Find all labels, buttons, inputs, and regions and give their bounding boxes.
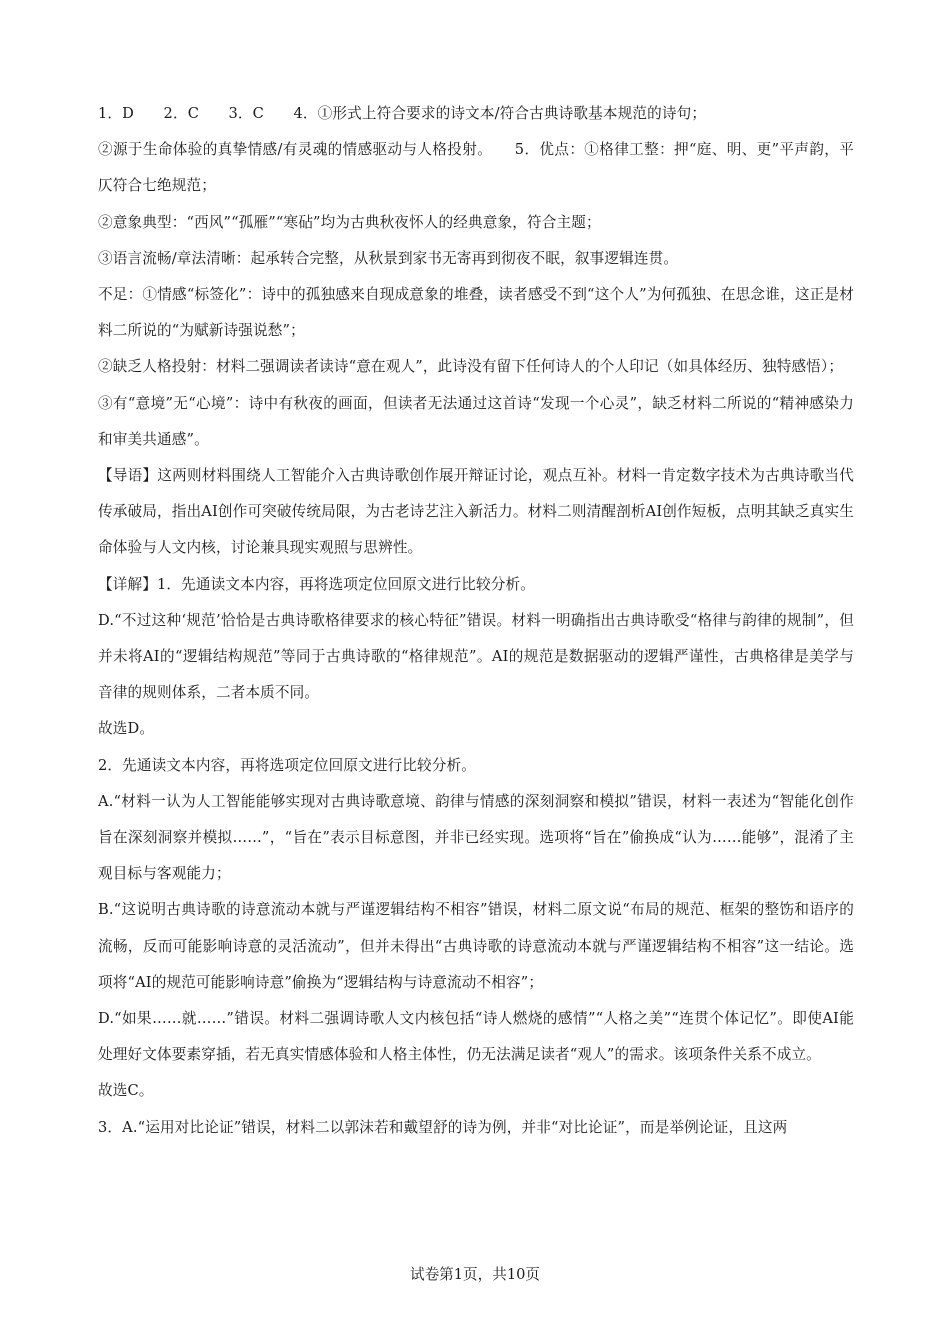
detail-q3-option-a: 3．A.“运用对比论证”错误，材料二以郭沫若和戴望舒的诗为例，并非“对比论证”，而是举例论证，且这两 — [98, 1118, 788, 1136]
detail-q2-heading: 2．先通读文本内容，再将选项定位回原文进行比较分析。 — [98, 756, 477, 774]
strength-imagery: ②意象典型：“西风”“孤雁”“寒砧”均为古典秋夜怀人的经典意象，符合主题； — [98, 213, 601, 231]
strength-language: ③语言流畅/章法清晰：起承转合完整，从秋景到家书无寄再到彻夜不眠，叙事逻辑连贯。 — [98, 249, 679, 267]
detail-q1-option-d: D.“不过这种‘规范’恰恰是古典诗歌格律要求的核心特征”错误。材料一明确指出古典诗歌受“格律与韵律的规制”，但并未将AI的“逻辑结构规范”等同于古典诗歌的“格律规范”。AI的规范是数据驱动的逻辑严谨性，古典格律是美学与音律的规则体系，二者本质不同。 — [98, 611, 854, 702]
detail-q2-conclusion: 故选C。 — [98, 1082, 154, 1100]
weakness-personality: ②缺乏人格投射：材料二强调读者读诗“意在观人”，此诗没有留下任何诗人的个人印记（如具体经历、独特感悟）； — [98, 358, 844, 376]
weakness-mind-state: ③有“意境”无“心境”：诗中有秋夜的画面，但读者无法通过这首诗“发现一个心灵”，缺乏材料二所说的“精神感染力和审美共通感”。 — [98, 394, 854, 448]
weakness-emotion-label: 不足：①情感“标签化”：诗中的孤独感来自现成意象的堆叠，读者感受不到“这个人”为何孤独、在思念谁，这正是材料二所说的“为赋新诗强说愁”； — [98, 286, 854, 340]
detail-q2-option-d: D.“如果……就……”错误。材料二强调诗歌人文内核包括“诗人燃烧的感情”“人格之美”“连贯个体记忆”。即使AI能处理好文体要素穿插，若无真实情感体验和人格主体性，仍无法满足读者“观人”的需求。该项条件关系不成立。 — [98, 1010, 854, 1064]
q4-answer-and-q5-strengths: ②源于生命体验的真挚情感/有灵魂的情感驱动与人格投射。 5．优点：①格律工整：押“庭、明、更”平声韵，平仄符合七绝规范； — [98, 141, 854, 195]
introduction-paragraph: 【导语】这两则材料围绕人工智能介入古典诗歌创作展开辩证讨论，观点互补。材料一肯定数字技术为古典诗歌当代传承破局，指出AI创作可突破传统局限，为古老诗艺注入新活力。材料二则清醒剖析AI创作短板，点明其缺乏真实生命体验与人文内核，讨论兼具现实观照与思辨性。 — [98, 467, 854, 557]
answer-key-line: 1．D 2．C 3．C 4．①形式上符合要求的诗文本/符合古典诗歌基本规范的诗句； — [98, 105, 707, 122]
detail-q1-heading: 【详解】1．先通读文本内容，再将选项定位回原文进行比较分析。 — [98, 575, 536, 593]
answer-analysis-content — [98, 96, 854, 1146]
detail-q2-option-a: A.“材料一认为人工智能能够实现对古典诗歌意境、韵律与情感的深刻洞察和模拟”错误，材料一表述为“智能化创作旨在深刻洞察并模拟……”，“旨在”表示目标意图，并非已经实现。选项将“旨在”偷换成“认为……能够”，混淆了主观目标与客观能力； — [98, 792, 854, 883]
detail-q1-conclusion: 故选D。 — [98, 720, 155, 738]
detail-q2-option-b: B.“这说明古典诗歌的诗意流动本就与严谨逻辑结构不相容”错误，材料二原文说“布局的规范、框架的整饬和语序的流畅，反而可能影响诗意的灵活流动”，但并未得出“古典诗歌的诗意流动本就与严谨逻辑结构不相容”这一结论。选项将“AI的规范可能影响诗意”偷换为“逻辑结构与诗意流动不相容”； — [98, 901, 854, 991]
page-footer: 试卷第1页，共10页 — [409, 1266, 540, 1283]
